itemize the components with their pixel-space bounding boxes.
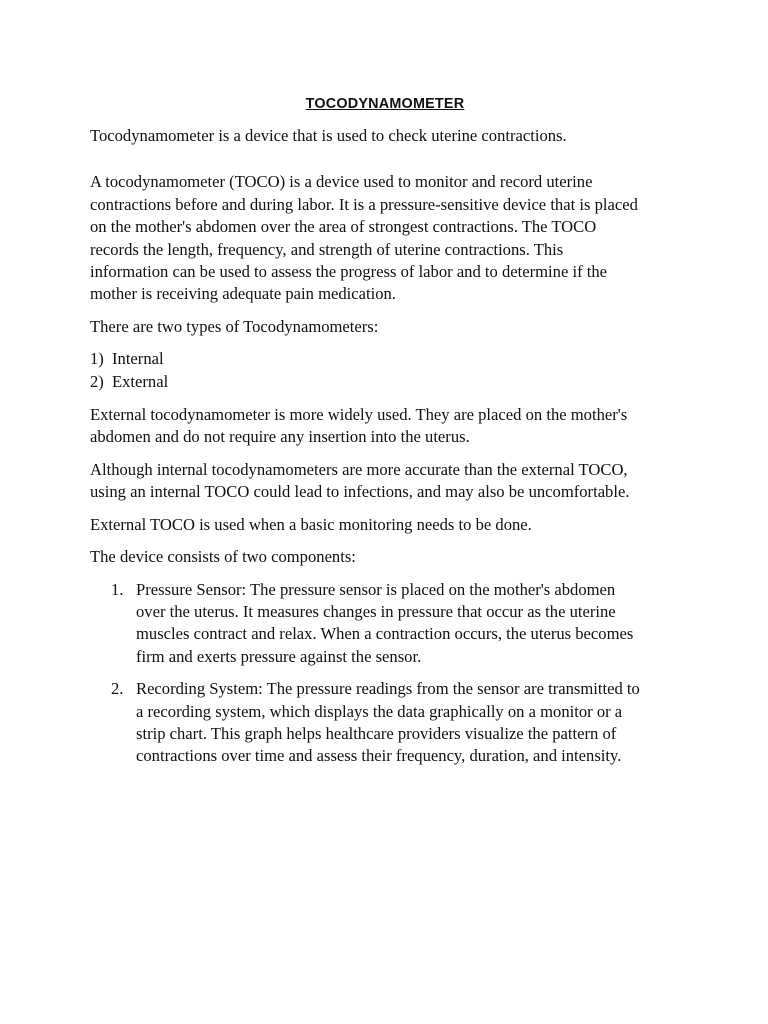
- description-line: A tocodynamometer (TOCO) is a device used to monitor and record uterine: [90, 172, 593, 192]
- basic-use-paragraph: External TOCO is used when a basic monitoring needs to be done.: [90, 514, 532, 534]
- description-paragraph: [90, 171, 680, 305]
- component-line: Recording System: The pressure readings from the sensor are transmitted to: [136, 679, 640, 699]
- list-item-label: External: [112, 371, 169, 391]
- paragraph-line: abdomen and do not require any insertion into the uterus.: [90, 427, 470, 447]
- list-item: [90, 579, 680, 669]
- components-heading: The device consists of two components:: [90, 547, 356, 567]
- description-line: mother is receiving adequate pain medication.: [90, 284, 396, 304]
- component-line: Pressure Sensor: The pressure sensor is placed on the mother's abdomen: [136, 579, 616, 599]
- list-item: [90, 371, 680, 393]
- description-line: contractions before and during labor. It is a pressure-sensitive device that is placed: [90, 194, 638, 214]
- description-line: records the length, frequency, and strength of uterine contractions. This: [90, 239, 564, 259]
- list-number: 2): [90, 371, 104, 391]
- component-line: contractions over time and assess their frequency, duration, and intensity.: [136, 746, 622, 766]
- list-number: 1): [90, 349, 104, 369]
- paragraph-line: External tocodynamometer is more widely used. They are placed on the mother's: [90, 405, 628, 425]
- component-line: strip chart. This graph helps healthcare providers visualize the pattern of: [136, 723, 617, 743]
- paragraph-line: Although internal tocodynamometers are more accurate than the external TOCO,: [90, 459, 628, 479]
- description-line: information can be used to assess the progress of labor and to determine if the: [90, 262, 608, 282]
- paragraph-line: using an internal TOCO could lead to infections, and may also be uncomfortable.: [90, 482, 630, 502]
- component-line: a recording system, which displays the data graphically on a monitor or a: [136, 701, 623, 721]
- component-line: over the uterus. It measures changes in pressure that occur as the uterine: [136, 601, 616, 621]
- intro-paragraph: Tocodynamometer is a device that is used to check uterine contractions.: [90, 126, 567, 145]
- document-page: [90, 94, 680, 778]
- components-list: [90, 579, 680, 768]
- document-title: TOCODYNAMOMETER: [305, 96, 465, 112]
- list-item-label: Internal: [112, 349, 164, 369]
- accuracy-paragraph: [90, 459, 680, 504]
- component-line: firm and exerts pressure against the sensor.: [136, 646, 422, 666]
- list-number: 1.: [111, 579, 124, 599]
- description-line: on the mother's abdomen over the area of strongest contractions. The TOCO: [90, 217, 597, 237]
- list-number: 2.: [111, 679, 124, 699]
- component-line: muscles contract and relax. When a contraction occurs, the uterus becomes: [136, 624, 634, 644]
- list-item: [90, 678, 680, 768]
- types-list: [90, 348, 680, 393]
- list-item: [90, 348, 680, 370]
- external-paragraph: [90, 404, 680, 449]
- types-heading: There are two types of Tocodynamometers:: [90, 316, 379, 336]
